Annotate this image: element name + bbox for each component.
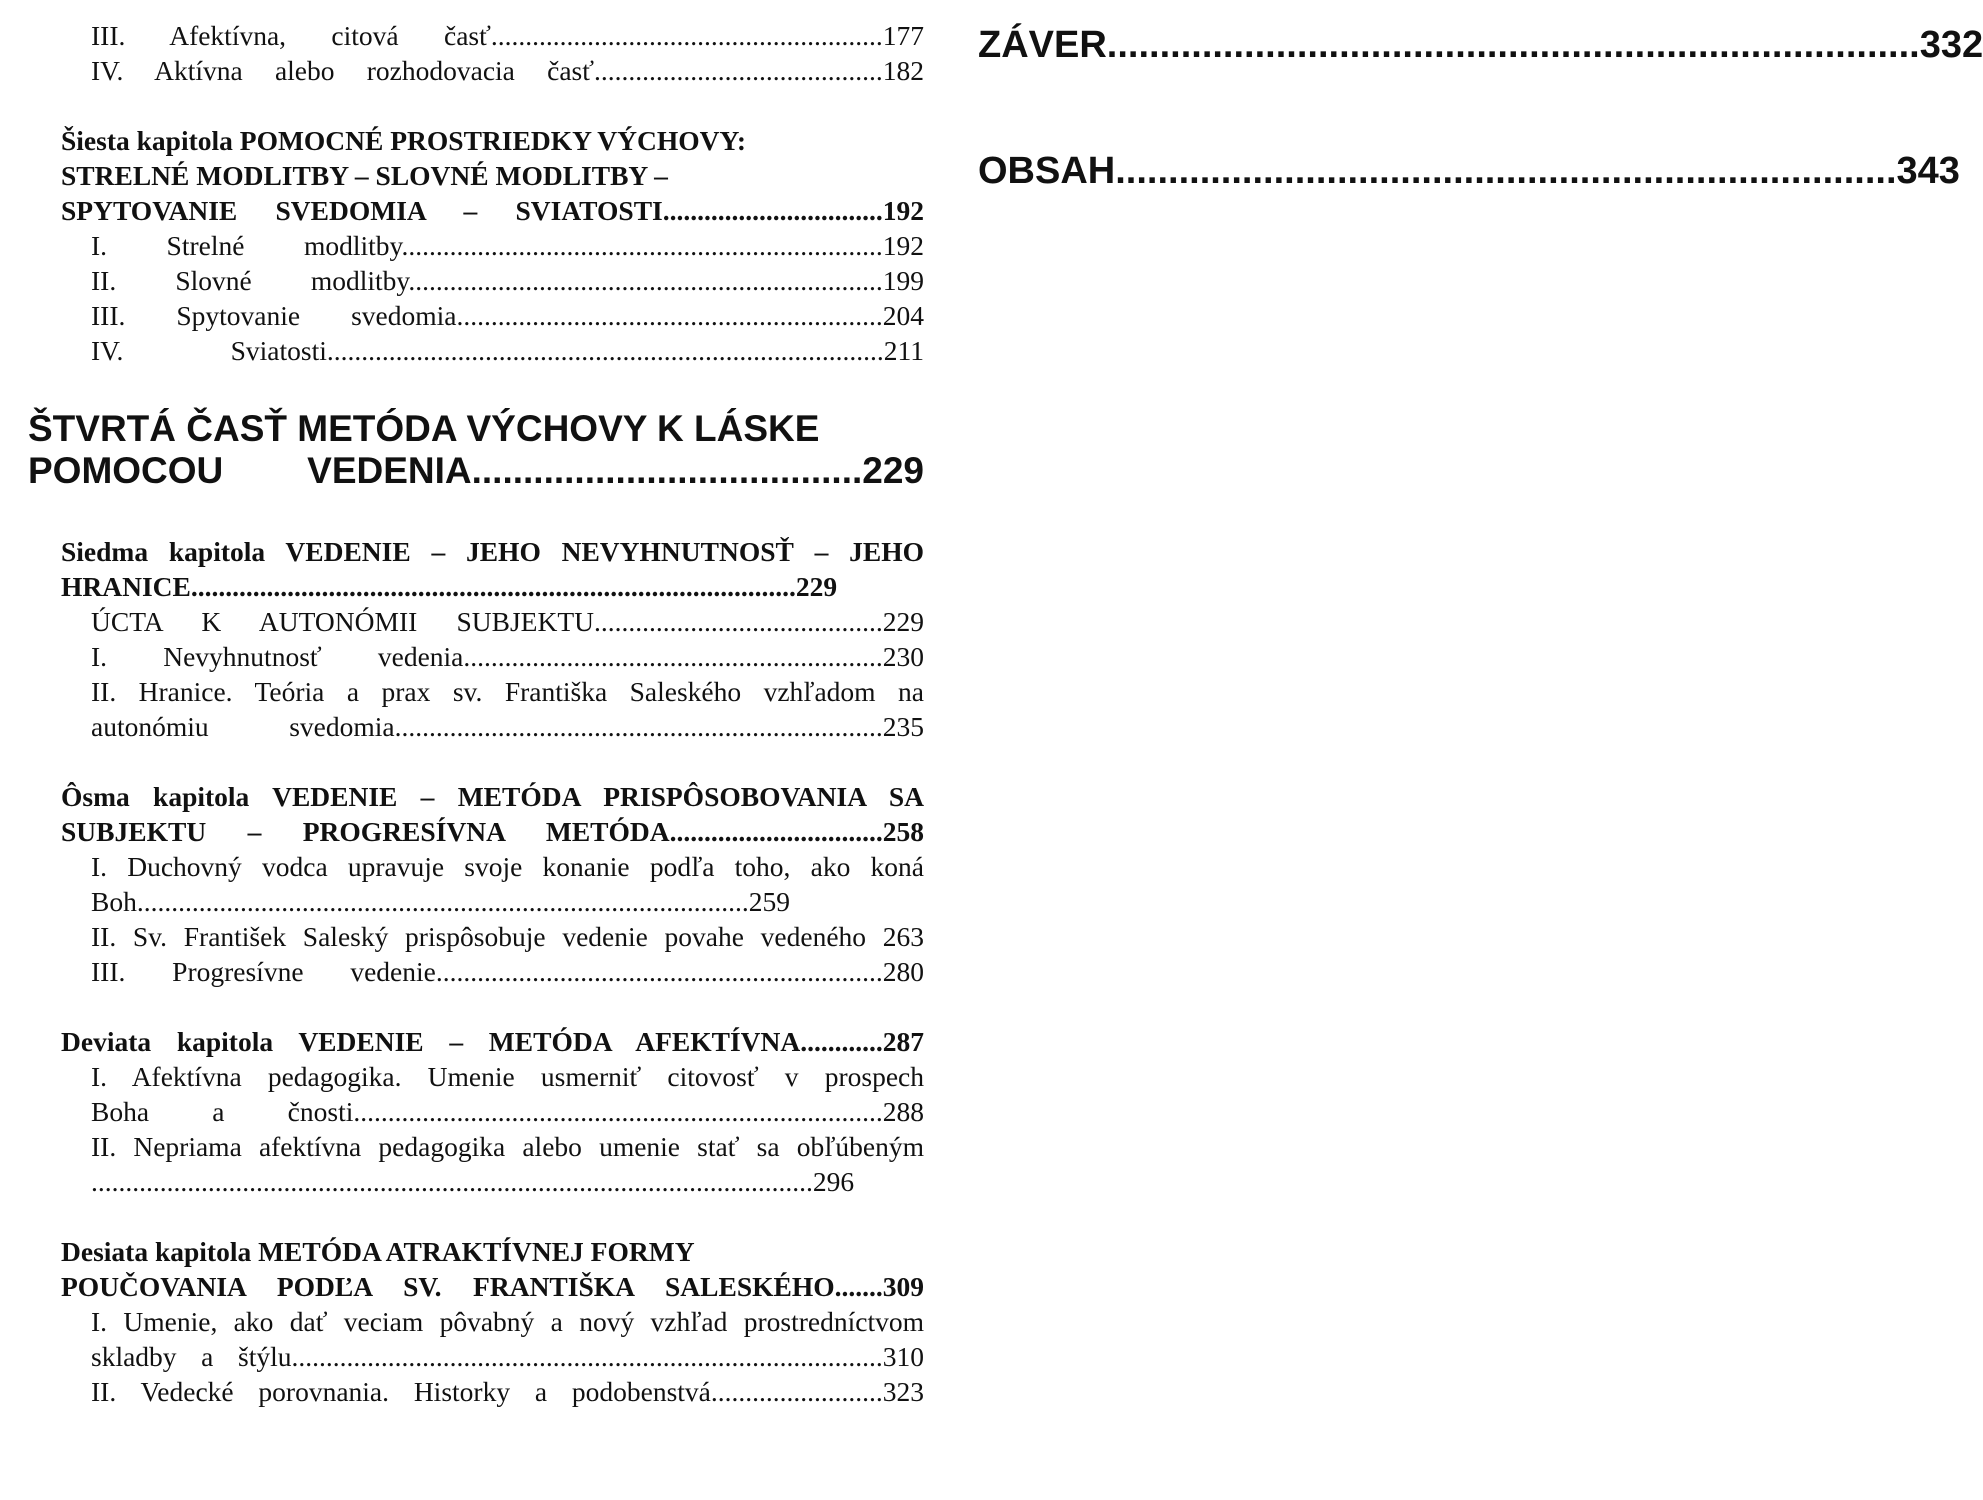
leader-dots: .......	[834, 1271, 883, 1302]
entry-title: Boha a čnosti	[91, 1096, 354, 1127]
toc-entry-slovne-modlitby[interactable]	[91, 263, 924, 298]
entry-page: 280	[882, 956, 924, 987]
entry-page: 323	[882, 1376, 924, 1407]
leader-dots: ...............................	[669, 816, 883, 847]
leader-dots: ................................	[662, 195, 883, 226]
entry-page: 229	[795, 571, 838, 602]
entry-page: 182	[882, 55, 924, 86]
leader-dots: ..........................................	[594, 606, 883, 637]
entry-title: III. Spytovanie svedomia	[91, 300, 457, 331]
toc-entry-zaver[interactable]	[978, 22, 1983, 68]
toc-entry-hranice-line1[interactable]: II. Hranice. Teória a prax sv. Františka Saleského vzhľadom na	[91, 676, 924, 707]
toc-entry-chapter9[interactable]	[61, 1024, 924, 1059]
leader-dots: ..........................................................................	[1115, 150, 1897, 192]
toc-entry-sviatosti[interactable]	[91, 333, 924, 368]
entry-page: 199	[882, 265, 924, 296]
leader-dots: .................................................................................	[326, 335, 884, 366]
leader-dots: .........................	[710, 1376, 883, 1407]
toc-entry-chapter7[interactable]	[61, 569, 924, 604]
leader-dots: ............	[800, 1026, 883, 1057]
entry-page: 192	[882, 230, 924, 261]
entry-page: 296	[812, 1166, 855, 1197]
leader-dots: .........................................................................................................	[91, 1166, 813, 1197]
entry-title: III. Afektívna, citová časť	[91, 20, 491, 51]
entry-page: 229	[882, 606, 924, 637]
toc-entry-vedecke-porovnania[interactable]	[91, 1374, 924, 1409]
toc-entry-aktivna-cast[interactable]	[91, 53, 924, 88]
leader-dots: .....................................................................................	[298, 1341, 883, 1372]
entry-page: 211	[883, 335, 924, 366]
toc-entry-progresivne-vedenie[interactable]	[91, 954, 924, 989]
entry-page: 229	[862, 450, 924, 491]
leader-dots: .................................................................	[435, 956, 883, 987]
toc-entry-ucta-k-autonomii[interactable]	[91, 604, 924, 639]
leader-dots: .............................................................................	[353, 1096, 883, 1127]
leader-dots: .............................................................................	[1106, 24, 1920, 66]
part4-heading-line1[interactable]: ŠTVRTÁ ČASŤ METÓDA VÝCHOVY K LÁSKE	[28, 408, 820, 449]
leader-dots: ........................................................................................	[190, 571, 796, 602]
toc-entry-duchovny-vodca[interactable]	[91, 884, 924, 919]
toc-entry-nevyhnutnost-vedenia[interactable]	[91, 639, 924, 674]
toc-entry-afektivna-pedagogika-line1[interactable]: I. Afektívna pedagogika. Umenie usmerniť citovosť v prospech	[91, 1061, 924, 1092]
entry-page: 258	[882, 816, 924, 847]
entry-page: 263	[882, 921, 924, 952]
entry-title: POMOCOU VEDENIA	[28, 450, 472, 491]
leader-dots: ..............................................................	[456, 300, 883, 331]
entry-title: POUČOVANIA PODĽA SV. FRANTIŠKA SALESKÉHO	[61, 1271, 835, 1302]
entry-title: HRANICE	[61, 571, 191, 602]
leader-dots: .............................................................	[463, 641, 883, 672]
entry-page: 235	[882, 711, 924, 742]
entry-title: IV. Sviatosti	[91, 335, 327, 366]
entry-page: 309	[882, 1271, 924, 1302]
leader-dots: ......................................................................	[401, 230, 883, 261]
leader-dots: ..........................................	[594, 55, 883, 86]
entry-title: OBSAH	[978, 150, 1116, 192]
toc-left-column	[28, 18, 924, 1409]
toc-entry-strelne-modlitby[interactable]	[91, 228, 924, 263]
entry-page: 204	[882, 300, 924, 331]
chapter10-heading-line1[interactable]: Desiata kapitola METÓDA ATRAKTÍVNEJ FORMY	[61, 1236, 695, 1267]
entry-title: ZÁVER	[978, 24, 1107, 66]
entry-title: autonómiu svedomia	[91, 711, 395, 742]
toc-entry-chapter6[interactable]	[61, 193, 924, 228]
entry-title: IV. Aktívna alebo rozhodovacia časť	[91, 55, 594, 86]
entry-page: 310	[882, 1341, 924, 1372]
toc-entry-nepriama-pedagogika[interactable]	[91, 1164, 924, 1199]
entry-page: 288	[882, 1096, 924, 1127]
entry-title: II. Sv. František Saleský prispôsobuje vedenie povahe vedeného	[91, 921, 867, 952]
chapter7-heading-line1[interactable]: Siedma kapitola VEDENIE – JEHO NEVYHNUTNOSŤ – JEHO	[61, 536, 924, 567]
entry-page: 343	[1896, 150, 1960, 192]
entry-title: ÚCTA K AUTONÓMII SUBJEKTU	[91, 606, 594, 637]
leader-dots: ......................................	[471, 450, 863, 491]
toc-entry-afektivna-pedagogika[interactable]	[91, 1094, 924, 1129]
chapter6-heading-line1[interactable]: Šiesta kapitola POMOCNÉ PROSTRIEDKY VÝCHOVY:	[61, 125, 747, 156]
entry-title: II. Slovné modlitby	[91, 265, 409, 296]
toc-entry-afektivna-cast[interactable]	[91, 18, 924, 53]
toc-entry-part4[interactable]	[28, 450, 924, 492]
entry-title: SUBJEKTU – PROGRESÍVNA METÓDA	[61, 816, 670, 847]
entry-title: Deviata kapitola VEDENIE – METÓDA AFEKTÍVNA	[61, 1026, 801, 1057]
toc-entry-umenie-line1[interactable]: I. Umenie, ako dať veciam pôvabný a nový vzhľad prostredníctvom	[91, 1306, 924, 1337]
entry-title: III. Progresívne vedenie	[91, 956, 436, 987]
toc-entry-spytovanie-svedomia[interactable]	[91, 298, 924, 333]
chapter8-heading-line1[interactable]: Ôsma kapitola VEDENIE – METÓDA PRISPÔSOBOVANIA SA	[61, 781, 924, 812]
toc-entry-duchovny-vodca-line1[interactable]: I. Duchovný vodca upravuje svoje konanie podľa toho, ako koná	[91, 851, 924, 882]
toc-entry-chapter10[interactable]	[61, 1269, 924, 1304]
toc-entry-chapter8[interactable]	[61, 814, 924, 849]
entry-page: 287	[882, 1026, 924, 1057]
entry-title: II. Vedecké porovnania. Historky a podobenstvá	[91, 1376, 711, 1407]
toc-entry-obsah[interactable]	[978, 148, 1960, 194]
entry-title: skladby a štýlu.	[91, 1341, 299, 1372]
entry-title: Boh	[91, 886, 137, 917]
entry-title: SPYTOVANIE SVEDOMIA – SVIATOSTI	[61, 195, 663, 226]
leader-dots: .........................................................	[490, 20, 883, 51]
entry-page: 192	[882, 195, 924, 226]
toc-entry-prisposobuje-vedenie[interactable]	[91, 919, 924, 954]
leader-dots: .....................................................................	[408, 265, 883, 296]
entry-page: 230	[882, 641, 924, 672]
toc-entry-nepriama-pedagogika-line1[interactable]: II. Nepriama afektívna pedagogika alebo umenie stať sa obľúbeným	[91, 1131, 924, 1162]
toc-entry-umenie[interactable]	[91, 1339, 924, 1374]
entry-page: 259	[748, 886, 790, 917]
entry-page: 332	[1919, 24, 1983, 66]
entry-page: 177	[882, 20, 924, 51]
toc-right-column	[978, 22, 1983, 194]
leader-dots: .......................................................................	[394, 711, 883, 742]
chapter6-heading-line2[interactable]: STRELNÉ MODLITBY – SLOVNÉ MODLITBY –	[61, 160, 668, 191]
entry-title: I. Nevyhnutnosť vedenia	[91, 641, 464, 672]
entry-title: I. Strelné modlitby	[91, 230, 402, 261]
leader-dots: .........................................................................................	[136, 886, 749, 917]
toc-entry-hranice[interactable]	[91, 709, 924, 744]
